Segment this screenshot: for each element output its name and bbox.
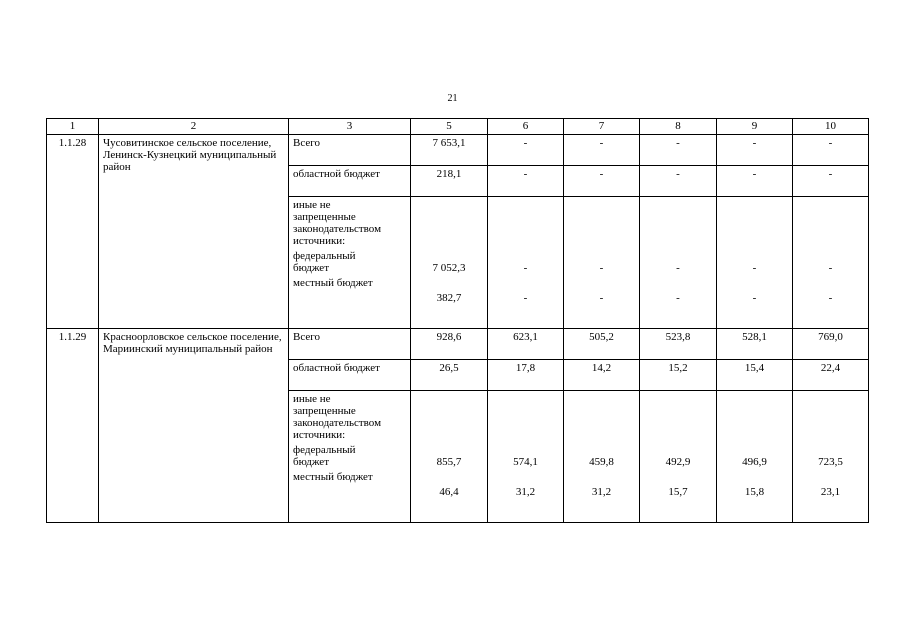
header-cell: 9: [717, 119, 793, 135]
value-cell: 523,8: [640, 329, 717, 360]
value-cell: 15,2: [640, 360, 717, 391]
value-cell: 459,8 31,2: [564, 391, 640, 523]
row-label-total: Всего: [289, 135, 411, 166]
header-cell: 7: [564, 119, 640, 135]
entity-name: Чусовитинское сельское поселение, Ленинск-Кузнецкий муниципальный район: [99, 135, 289, 329]
value-cell: -: [564, 135, 640, 166]
value-cell: -: [793, 135, 869, 166]
value-cell: - -: [640, 197, 717, 329]
federal-label: федеральный бюджет: [293, 444, 356, 468]
value-cell: 26,5: [411, 360, 488, 391]
value-cell: - -: [793, 197, 869, 329]
entity-code: 1.1.28: [47, 135, 99, 329]
value-cell: 769,0: [793, 329, 869, 360]
value-cell: -: [640, 135, 717, 166]
value-cell: 14,2: [564, 360, 640, 391]
value-cell: -: [717, 135, 793, 166]
table-row: [47, 135, 869, 166]
local-label: местный бюджет: [293, 471, 373, 483]
value-cell: 623,1: [488, 329, 564, 360]
value-cell: -: [488, 135, 564, 166]
value-cell: 218,1: [411, 166, 488, 197]
value-cell: 492,9 15,7: [640, 391, 717, 523]
header-cell: 1: [47, 119, 99, 135]
page-number: 21: [447, 93, 458, 104]
header-cell: 3: [289, 119, 411, 135]
value-cell: 723,5 23,1: [793, 391, 869, 523]
table-row: [47, 329, 869, 360]
value-cell: -: [488, 166, 564, 197]
value-cell: 574,1 31,2: [488, 391, 564, 523]
row-label-total: Всего: [289, 329, 411, 360]
header-cell: 8: [640, 119, 717, 135]
value-cell: 7 052,3 382,7: [411, 197, 488, 329]
value-cell: 505,2: [564, 329, 640, 360]
value-cell: - -: [717, 197, 793, 329]
row-label-regional: областной бюджет: [289, 360, 411, 391]
value-cell: 22,4: [793, 360, 869, 391]
value-cell: 928,6: [411, 329, 488, 360]
entity-name: Красноорловское сельское поселение, Мариинский муниципальный район: [99, 329, 289, 523]
row-label-other-sources: [289, 391, 411, 523]
value-cell: 15,4: [717, 360, 793, 391]
local-label: местный бюджет: [293, 277, 373, 289]
federal-label: федеральный бюджет: [293, 250, 356, 274]
value-cell: 17,8: [488, 360, 564, 391]
header-cell: 10: [793, 119, 869, 135]
value-cell: 855,7 46,4: [411, 391, 488, 523]
value-cell: - -: [488, 197, 564, 329]
value-cell: -: [640, 166, 717, 197]
budget-table: [46, 118, 869, 523]
value-cell: -: [793, 166, 869, 197]
header-row: [47, 119, 869, 135]
row-label-other-sources: [289, 197, 411, 329]
other-sources-label: иные не запрещенные законодательством источники:: [293, 393, 382, 441]
value-cell: 496,9 15,8: [717, 391, 793, 523]
value-cell: 7 653,1: [411, 135, 488, 166]
value-cell: 528,1: [717, 329, 793, 360]
value-cell: - -: [564, 197, 640, 329]
value-cell: -: [717, 166, 793, 197]
value-cell: -: [564, 166, 640, 197]
entity-code: 1.1.29: [47, 329, 99, 523]
row-label-regional: областной бюджет: [289, 166, 411, 197]
header-cell: 2: [99, 119, 289, 135]
other-sources-label: иные не запрещенные законодательством источники:: [293, 199, 382, 247]
header-cell: 5: [411, 119, 488, 135]
header-cell: 6: [488, 119, 564, 135]
